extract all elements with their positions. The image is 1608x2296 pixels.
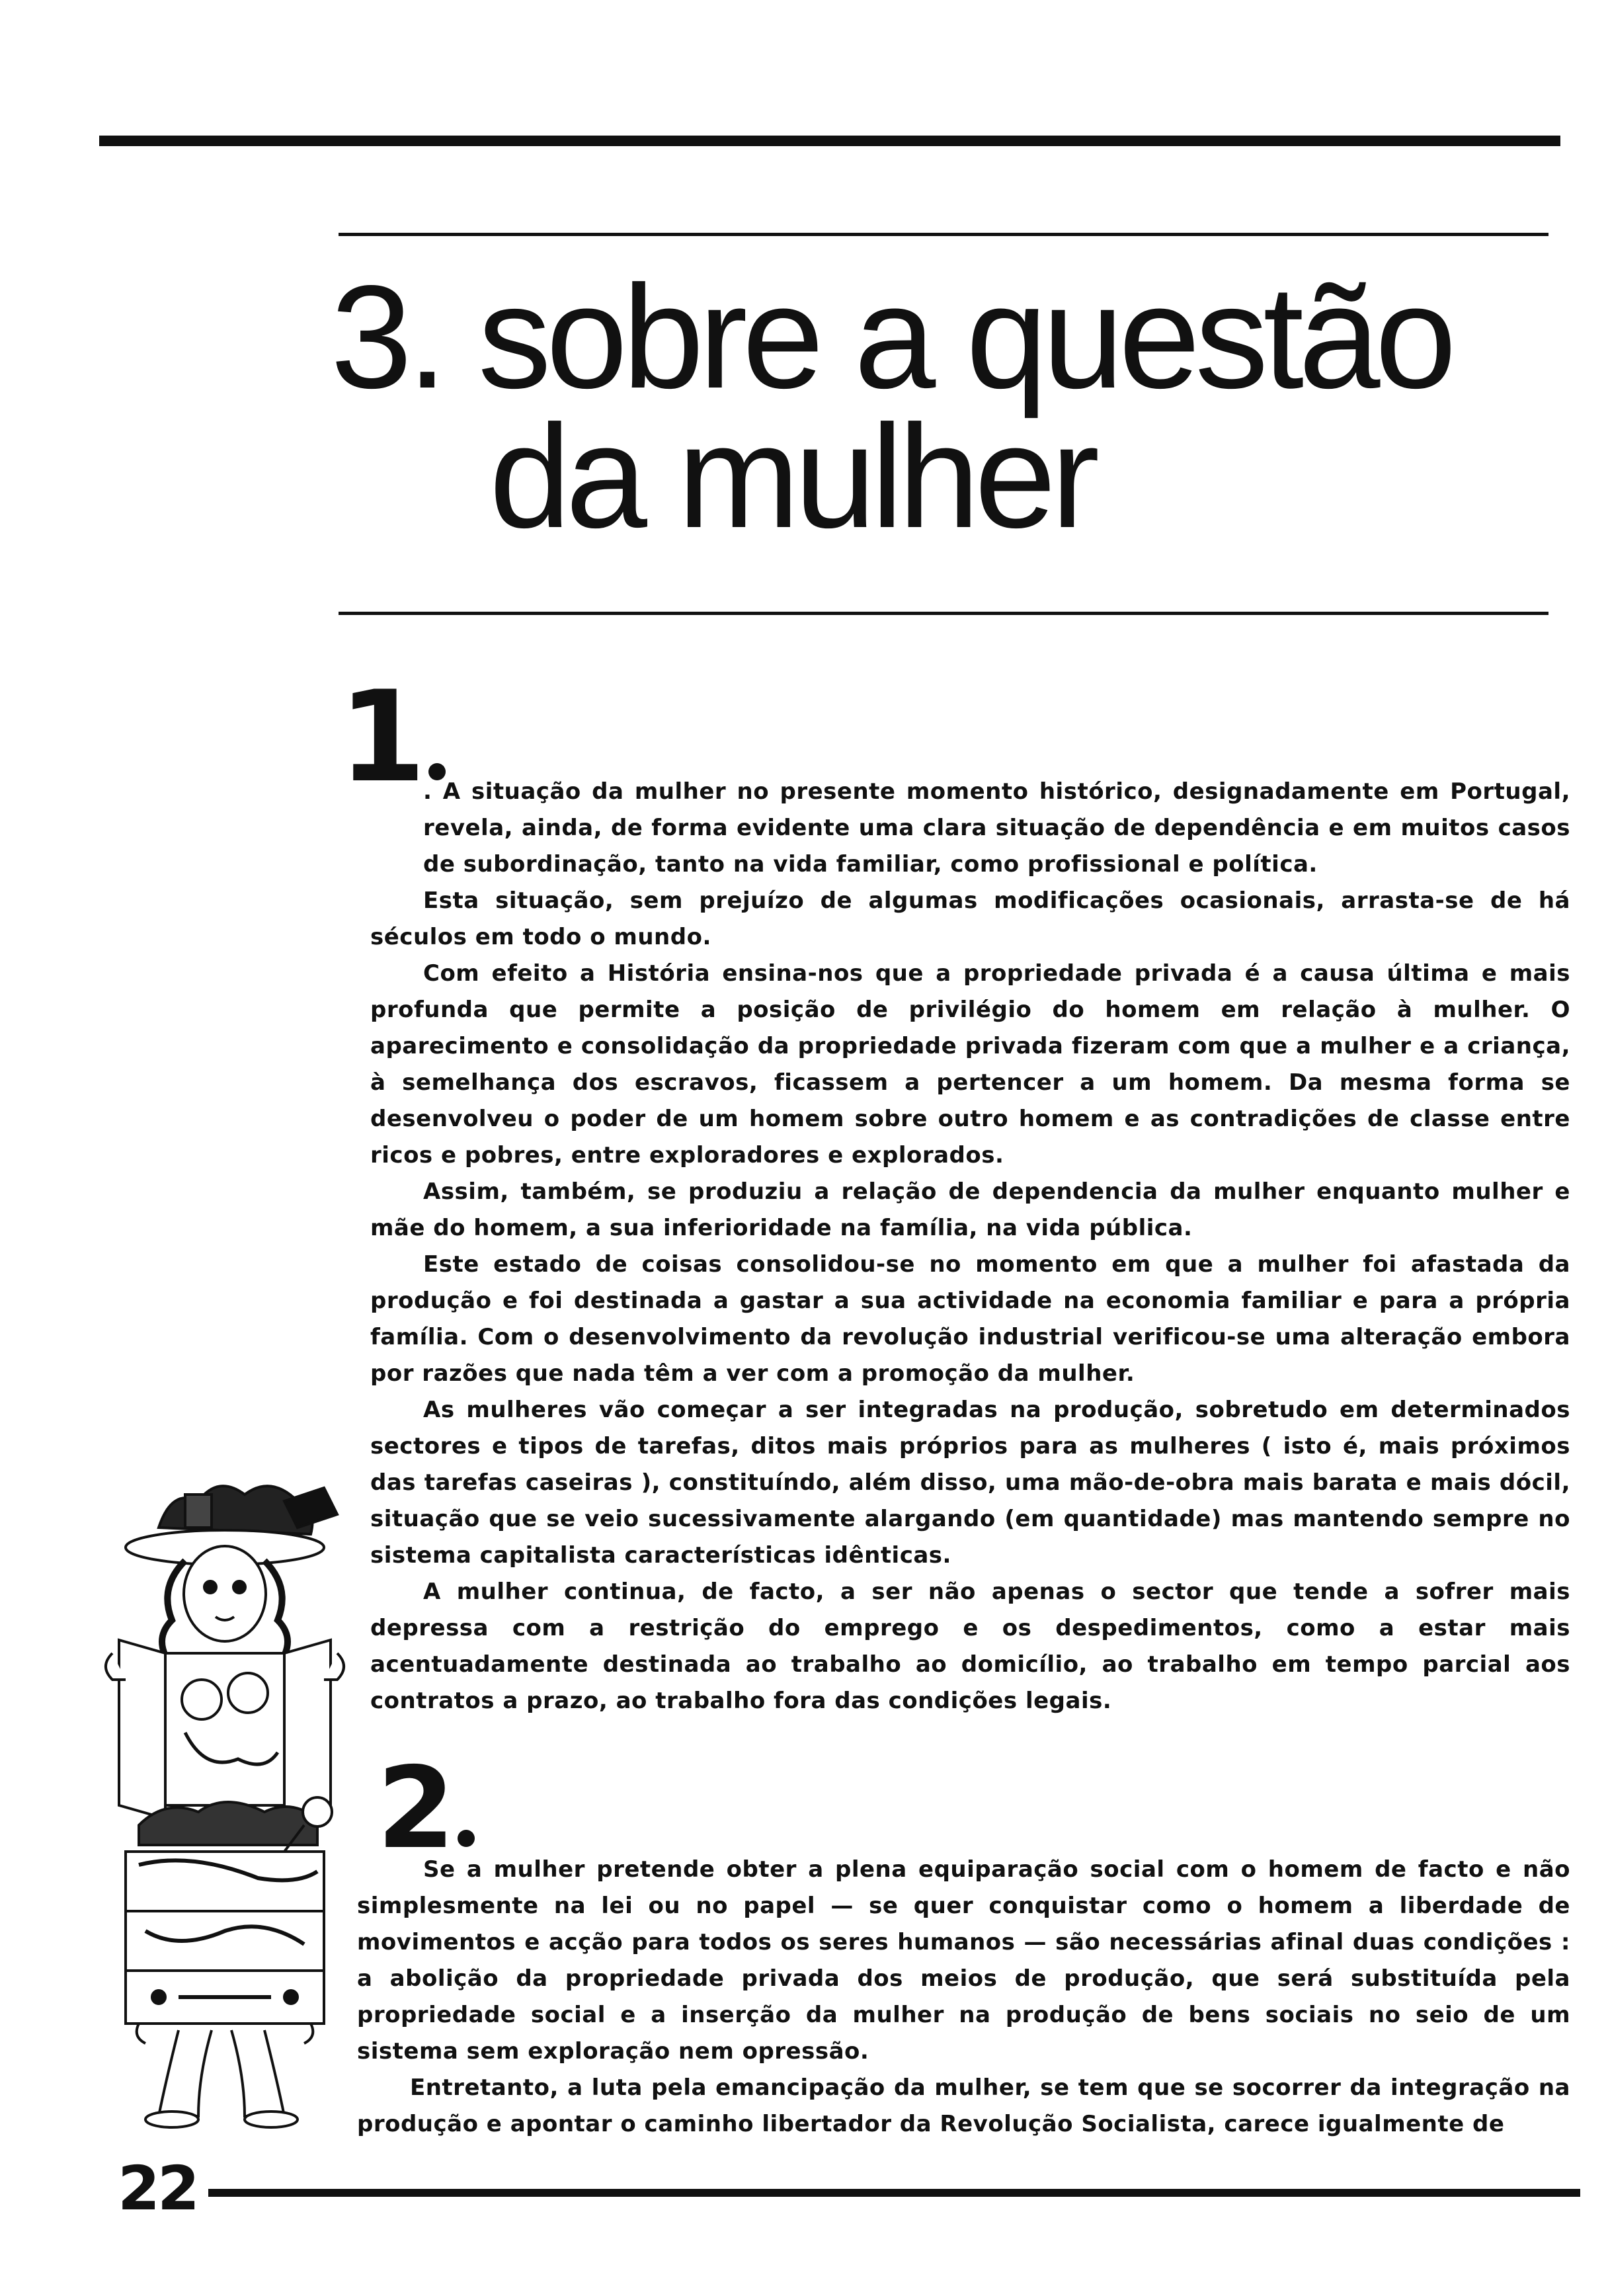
section-1-paragraph: A mulher continua, de facto, a ser não apenas o sector que tende a sofrer mais depressa com a restrição do emprego e os despedimentos, como a estar mais acentuadamente destinada ao trabalho ao domicílio, ao trabalho em tempo parcial aos contratos a prazo, ao trabalho fora das condições legais.	[370, 1578, 1570, 1714]
section-2-dot	[458, 1830, 475, 1847]
section-1-paragraph: Este estado de coisas consolidou-se no momento em que a mulher foi afastada da produção e foi destinada a gastar a sua actividade na economia familiar e para a própria família. Com o desenvolvimento da revolução industrial verificou-se uma alteração embora por razões que nada têm a ver com a promoção da mulher.	[370, 1251, 1570, 1387]
title-bottom-rule	[339, 612, 1548, 615]
section-1-paragraph: Esta situação, sem prejuízo de algumas modificações ocasionais, arrasta-se de há séculos em todo o mundo.	[370, 887, 1570, 950]
section-1-paragraph: Com efeito a História ensina-nos que a propriedade privada é a causa última e mais profunda que permite a posição de privilégio do homem em relação à mulher. O aparecimento e consolidação da propriedade privada fizeram com que a mulher e a criança, à semelhança dos escravos, ficassem a pertencer a um homem. Da mesma forma se desenvolveu o poder de um homem sobre outro homem e as contradições de classe entre ricos e pobres, entre exploradores e explorados.	[370, 960, 1570, 1168]
section-2-text	[357, 1852, 1570, 2143]
page-title	[331, 255, 1587, 559]
title-line-2: da mulher	[489, 394, 1095, 559]
woman-household-illustration	[86, 1455, 364, 2129]
title-line-1: 3. sobre a questão	[331, 255, 1451, 419]
section-1-number: 1	[339, 675, 446, 800]
page-number: 22	[118, 2153, 198, 2224]
top-rule	[99, 136, 1560, 146]
bottom-rule	[208, 2189, 1580, 2197]
section-1-paragraph: As mulheres vão começar a ser integradas na produção, sobretudo em determinados sectores e tipos de tarefas, ditos mais próprios para as mulheres ( isto é, mais próximos das tarefas caseiras ), constituíndo, além disso, uma mão-de-obra mais barata e mais dócil, situação que se veio sucessivamente alargando (em quantidade) mas mantendo sempre no sistema capitalista características idênticas.	[370, 1397, 1570, 1569]
section-2-paragraph: Entretanto, a luta pela emancipação da mulher, se tem que se socorrer da integração na produção e apontar o caminho libertador da Revolução Socialista, carece igualmente de	[357, 2074, 1570, 2137]
section-1-text	[370, 774, 1570, 1719]
section-1-paragraph: Assim, também, se produziu a relação de dependencia da mulher enquanto mulher e mãe do homem, a sua inferioridade na família, na vida pública.	[370, 1178, 1570, 1241]
section-2-paragraph: Se a mulher pretende obter a plena equiparação social com o homem de facto e não simplesmente na lei ou no papel — se quer conquistar como o homem a liberdade de movimentos e acção para todos os seres humanos — são necessárias afinal duas condições : a abolição da propriedade privada dos meios de produção, que será substituída pela propriedade social e a inserção da mulher na produção de bens sociais no seio de um sistema sem exploração nem opressão.	[357, 1856, 1570, 2065]
section-2-number: 2	[377, 1752, 475, 1865]
section-1-paragraph: . A situação da mulher no presente momento histórico, designadamente em Portugal, revela, ainda, de forma evidente uma clara situação de dependência e em muitos casos de subordinação, tanto na vida familiar, como profissional e política.	[423, 778, 1570, 878]
title-top-rule	[339, 233, 1548, 236]
